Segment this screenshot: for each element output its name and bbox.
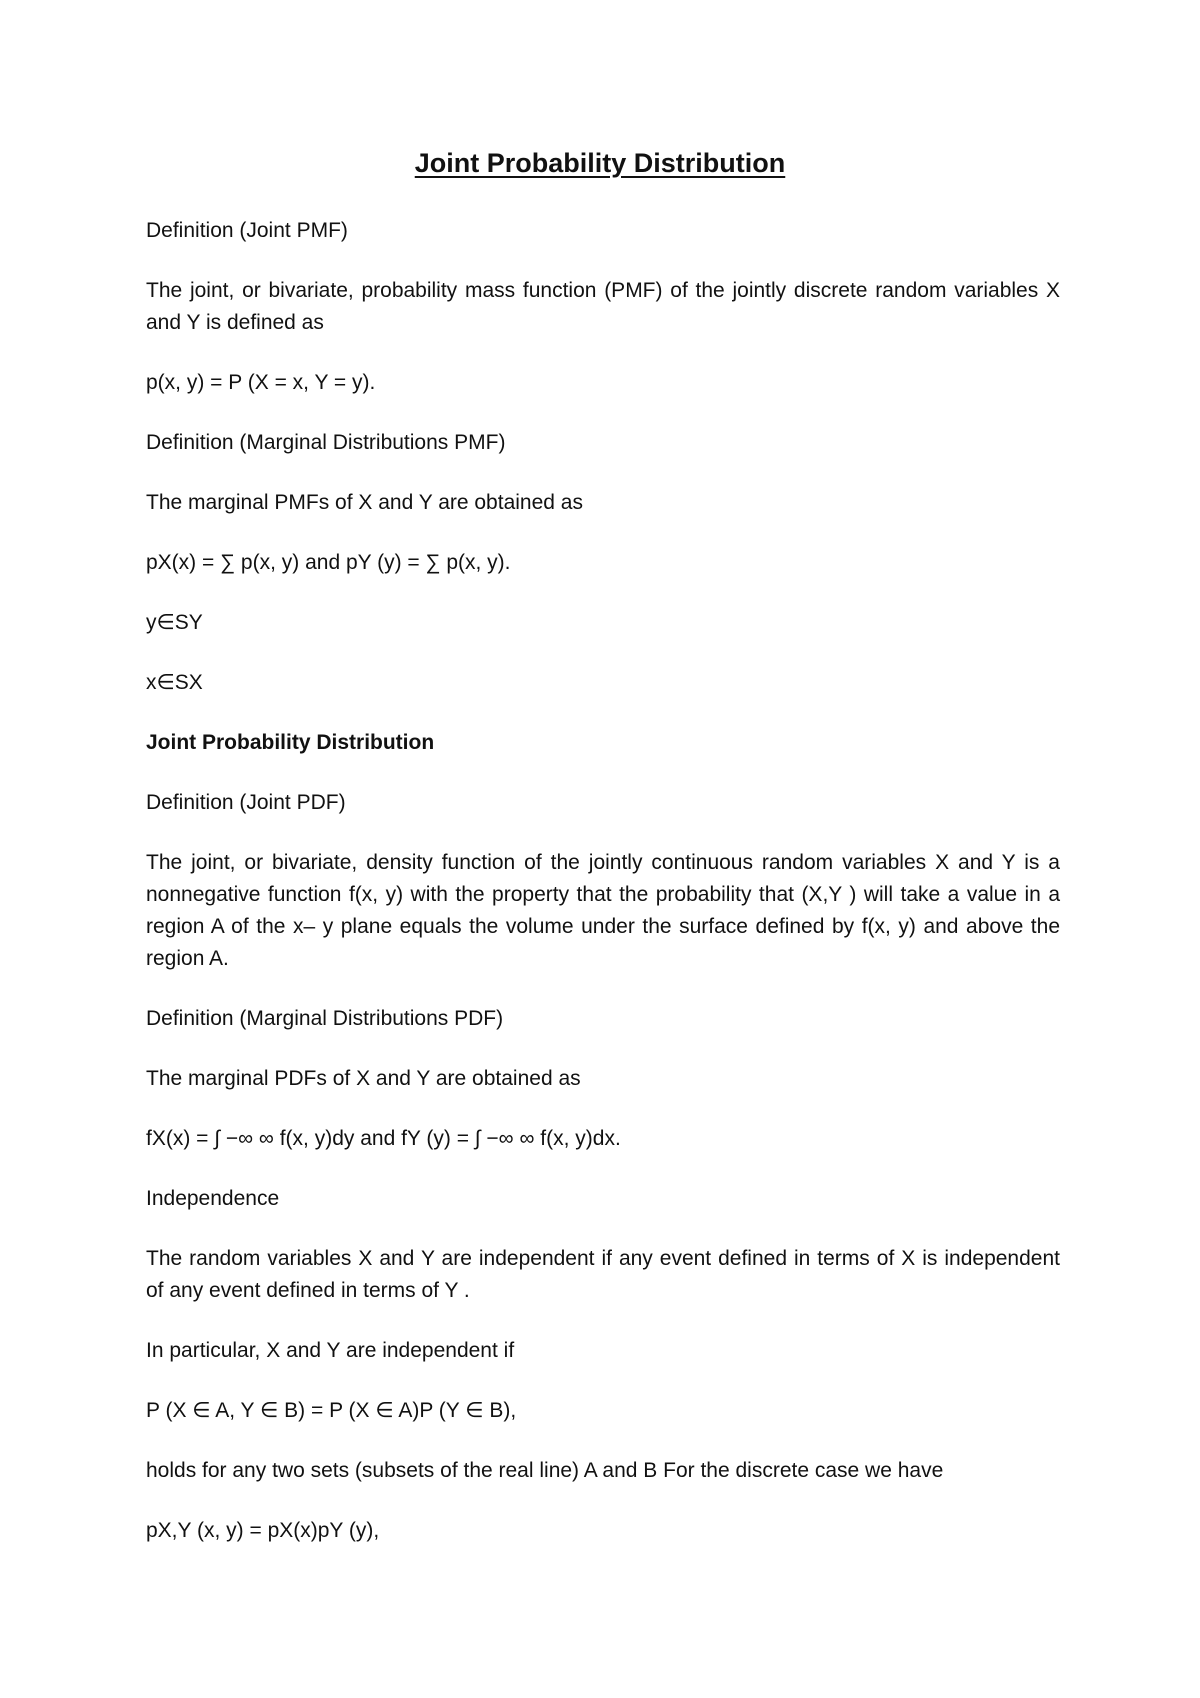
heading-marginal-pdf: Definition (Marginal Distributions PDF) bbox=[146, 1007, 504, 1030]
paragraph-marginal-pdf: The marginal PDFs of X and Y are obtained as bbox=[146, 1067, 581, 1090]
paragraph-marginal-pmf: The marginal PMFs of X and Y are obtained as bbox=[146, 491, 583, 514]
formula-discrete-independence: pX,Y (x, y) = pX(x)pY (y), bbox=[146, 1519, 380, 1542]
paragraph-independence-definition: The random variables X and Y are independent if any event defined in terms of X is independent of any event defined in terms of Y . bbox=[146, 1247, 1060, 1302]
paragraph-joint-pdf-definition: The joint, or bivariate, density function of the jointly continuous random variables X and Y is a nonnegative function f(x, y) with the property that the probability that (X,Y ) will take a value in a region A of the x– y plane equals the volume under the surface defined by f(x, y) and above the region A. bbox=[146, 851, 1060, 970]
heading-independence: Independence bbox=[146, 1187, 280, 1210]
paragraph-joint-pmf-definition: The joint, or bivariate, probability mass function (PMF) of the jointly discrete random variables X and Y is defined as bbox=[146, 279, 1060, 334]
formula-joint-pmf: p(x, y) = P (X = x, Y = y). bbox=[146, 371, 376, 394]
heading-marginal-pmf: Definition (Marginal Distributions PMF) bbox=[146, 431, 506, 454]
paragraph-discrete-case: holds for any two sets (subsets of the real line) A and B For the discrete case we have bbox=[146, 1459, 944, 1482]
paragraph-independence-particular: In particular, X and Y are independent if bbox=[146, 1339, 515, 1362]
formula-independence: P (X ∈ A, Y ∈ B) = P (X ∈ A)P (Y ∈ B), bbox=[146, 1399, 517, 1422]
section-heading-joint-distribution: Joint Probability Distribution bbox=[146, 731, 435, 754]
formula-marginal-pdf: fX(x) = ∫ −∞ ∞ f(x, y)dy and fY (y) = ∫ −∞ ∞ f(x, y)dx. bbox=[146, 1127, 621, 1150]
formula-marginal-pmf: pX(x) = ∑ p(x, y) and pY (y) = ∑ p(x, y). bbox=[146, 551, 511, 574]
formula-subscript-sx: x∈SX bbox=[146, 671, 203, 694]
heading-joint-pdf: Definition (Joint PDF) bbox=[146, 791, 346, 814]
heading-joint-pmf: Definition (Joint PMF) bbox=[146, 219, 348, 242]
document-body bbox=[146, 215, 1060, 1575]
formula-subscript-sy: y∈SY bbox=[146, 611, 203, 634]
document-title: Joint Probability Distribution bbox=[414, 148, 786, 178]
